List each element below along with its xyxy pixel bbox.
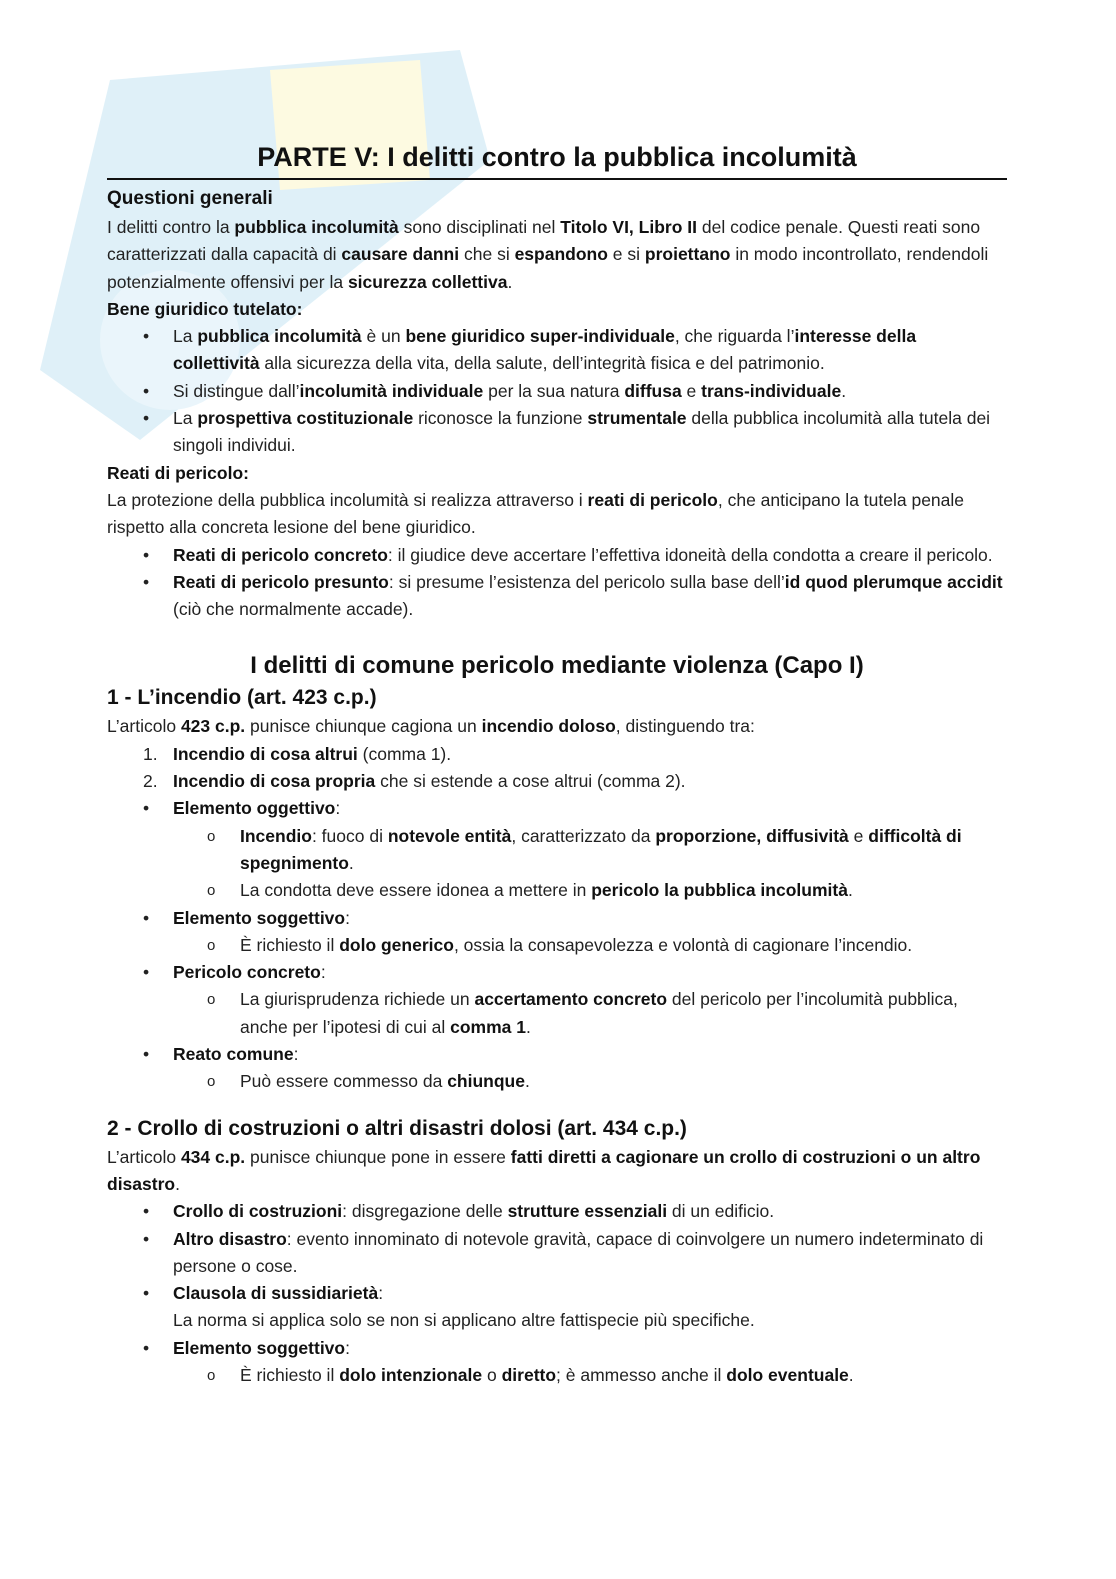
list-item: • Elemento oggettivo: [143, 798, 341, 819]
list-item: 2. Incendio di cosa propria che si estende a cose altrui (comma 2). [143, 771, 686, 792]
sub-list-item: o È richiesto il dolo generico, ossia la consapevolezza e volontà di cagionare l’incendio. [207, 934, 913, 955]
list-item: • Clausola di sussidiarietà: La norma si applica solo se non si applicano altre fattispecie più specifiche. [143, 1283, 755, 1331]
list-item: • La prospettiva costituzionale riconosce la funzione strumentale della pubblica incolumità alla tutela dei singoli individui. [143, 408, 991, 456]
subheading-reati-pericolo: Reati di pericolo: [107, 462, 249, 483]
document-title: PARTE V: I delitti contro la pubblica incolumità [107, 138, 1007, 180]
list-item: • Crollo di costruzioni: disgregazione delle strutture essenziali di un edificio. [143, 1201, 775, 1222]
section-heading-questioni: Questioni generali [107, 188, 273, 209]
list-item: 1. Incendio di cosa altrui (comma 1). [143, 743, 452, 764]
list-crollo [107, 1198, 1007, 1389]
paragraph-incendio: L’articolo 423 c.p. punisce chiunque cagiona un incendio doloso, distinguendo tra: [107, 716, 755, 737]
list-item: • Reati di pericolo concreto: il giudice deve accertare l’effettiva idoneità della condotta a creare il pericolo. [143, 544, 993, 565]
list-item: • La pubblica incolumità è un bene giuridico super-individuale, che riguarda l’interesse della collettività alla sicurezza della vita, della salute, dell’integrità fisica e del patrimonio. [143, 326, 917, 374]
list-item: • Altro disastro: evento innominato di notevole gravità, capace di coinvolgere un numero indeterminato di persone o cose. [143, 1228, 984, 1276]
list-item: • Reati di pericolo presunto: si presume l’esistenza del pericolo sulla base dell’id quod plerumque accidit (ciò che normalmente accade). [143, 571, 1003, 620]
list-incendio-elementi [107, 795, 1007, 1095]
list-item: • Si distingue dall’incolumità individuale per la sua natura diffusa e trans-individuale. [143, 380, 847, 401]
sub-list-item: o La condotta deve essere idonea a mettere in pericolo la pubblica incolumità. [207, 880, 853, 901]
sub-list-item: o È richiesto il dolo intenzionale o diretto; è ammesso anche il dolo eventuale. [207, 1364, 854, 1385]
list-item: • Pericolo concreto: [143, 962, 326, 983]
subheading-bene-giuridico: Bene giuridico tutelato: [107, 298, 303, 319]
sub-list-item: o Può essere commesso da chiunque. [207, 1071, 530, 1092]
list-incendio [107, 741, 1007, 796]
paragraph-reati-pericolo: La protezione della pubblica incolumità si realizza attraverso i reati di pericolo, che anticipano la tutela penale rispetto alla concreta lesione del bene giuridico. [107, 489, 965, 538]
paragraph-intro: I delitti contro la pubblica incolumità sono disciplinati nel Titolo VI, Libro II del codice penale. Questi reati sono caratterizzati dalla capacità di causare danni che si espandono e si proiettano in modo incontrollato, rendendoli potenzialmente offensivi per la sicurezza collettiva. [107, 217, 989, 292]
list-item: • Elemento soggettivo: [143, 1337, 350, 1358]
sub-list-item: o La giurisprudenza richiede un accertamento concreto del pericolo per l’incolumità pubblica, anche per l’ipotesi di cui al comma 1. [207, 989, 958, 1037]
paragraph-crollo: L’articolo 434 c.p. punisce chiunque pone in essere fatti diretti a cagionare un crollo di costruzioni o un altro disastro. [107, 1146, 981, 1194]
list-item: • Elemento soggettivo: [143, 907, 350, 928]
section-heading-incendio: 1 - L’incendio (art. 423 c.p.) [107, 686, 377, 710]
list-item: • Reato comune: [143, 1044, 299, 1065]
section-heading-crollo: 2 - Crollo di costruzioni o altri disastri dolosi (art. 434 c.p.) [107, 1116, 687, 1140]
chapter-heading-capo-1: I delitti di comune pericolo mediante violenza (Capo I) [250, 652, 864, 680]
list-reati-pericolo [107, 542, 1007, 624]
document-page [107, 138, 1007, 1389]
list-bene-giuridico [107, 323, 1007, 459]
sub-list-item: o Incendio: fuoco di notevole entità, caratterizzato da proporzione, diffusività e difficoltà di spegnimento. [207, 825, 962, 873]
